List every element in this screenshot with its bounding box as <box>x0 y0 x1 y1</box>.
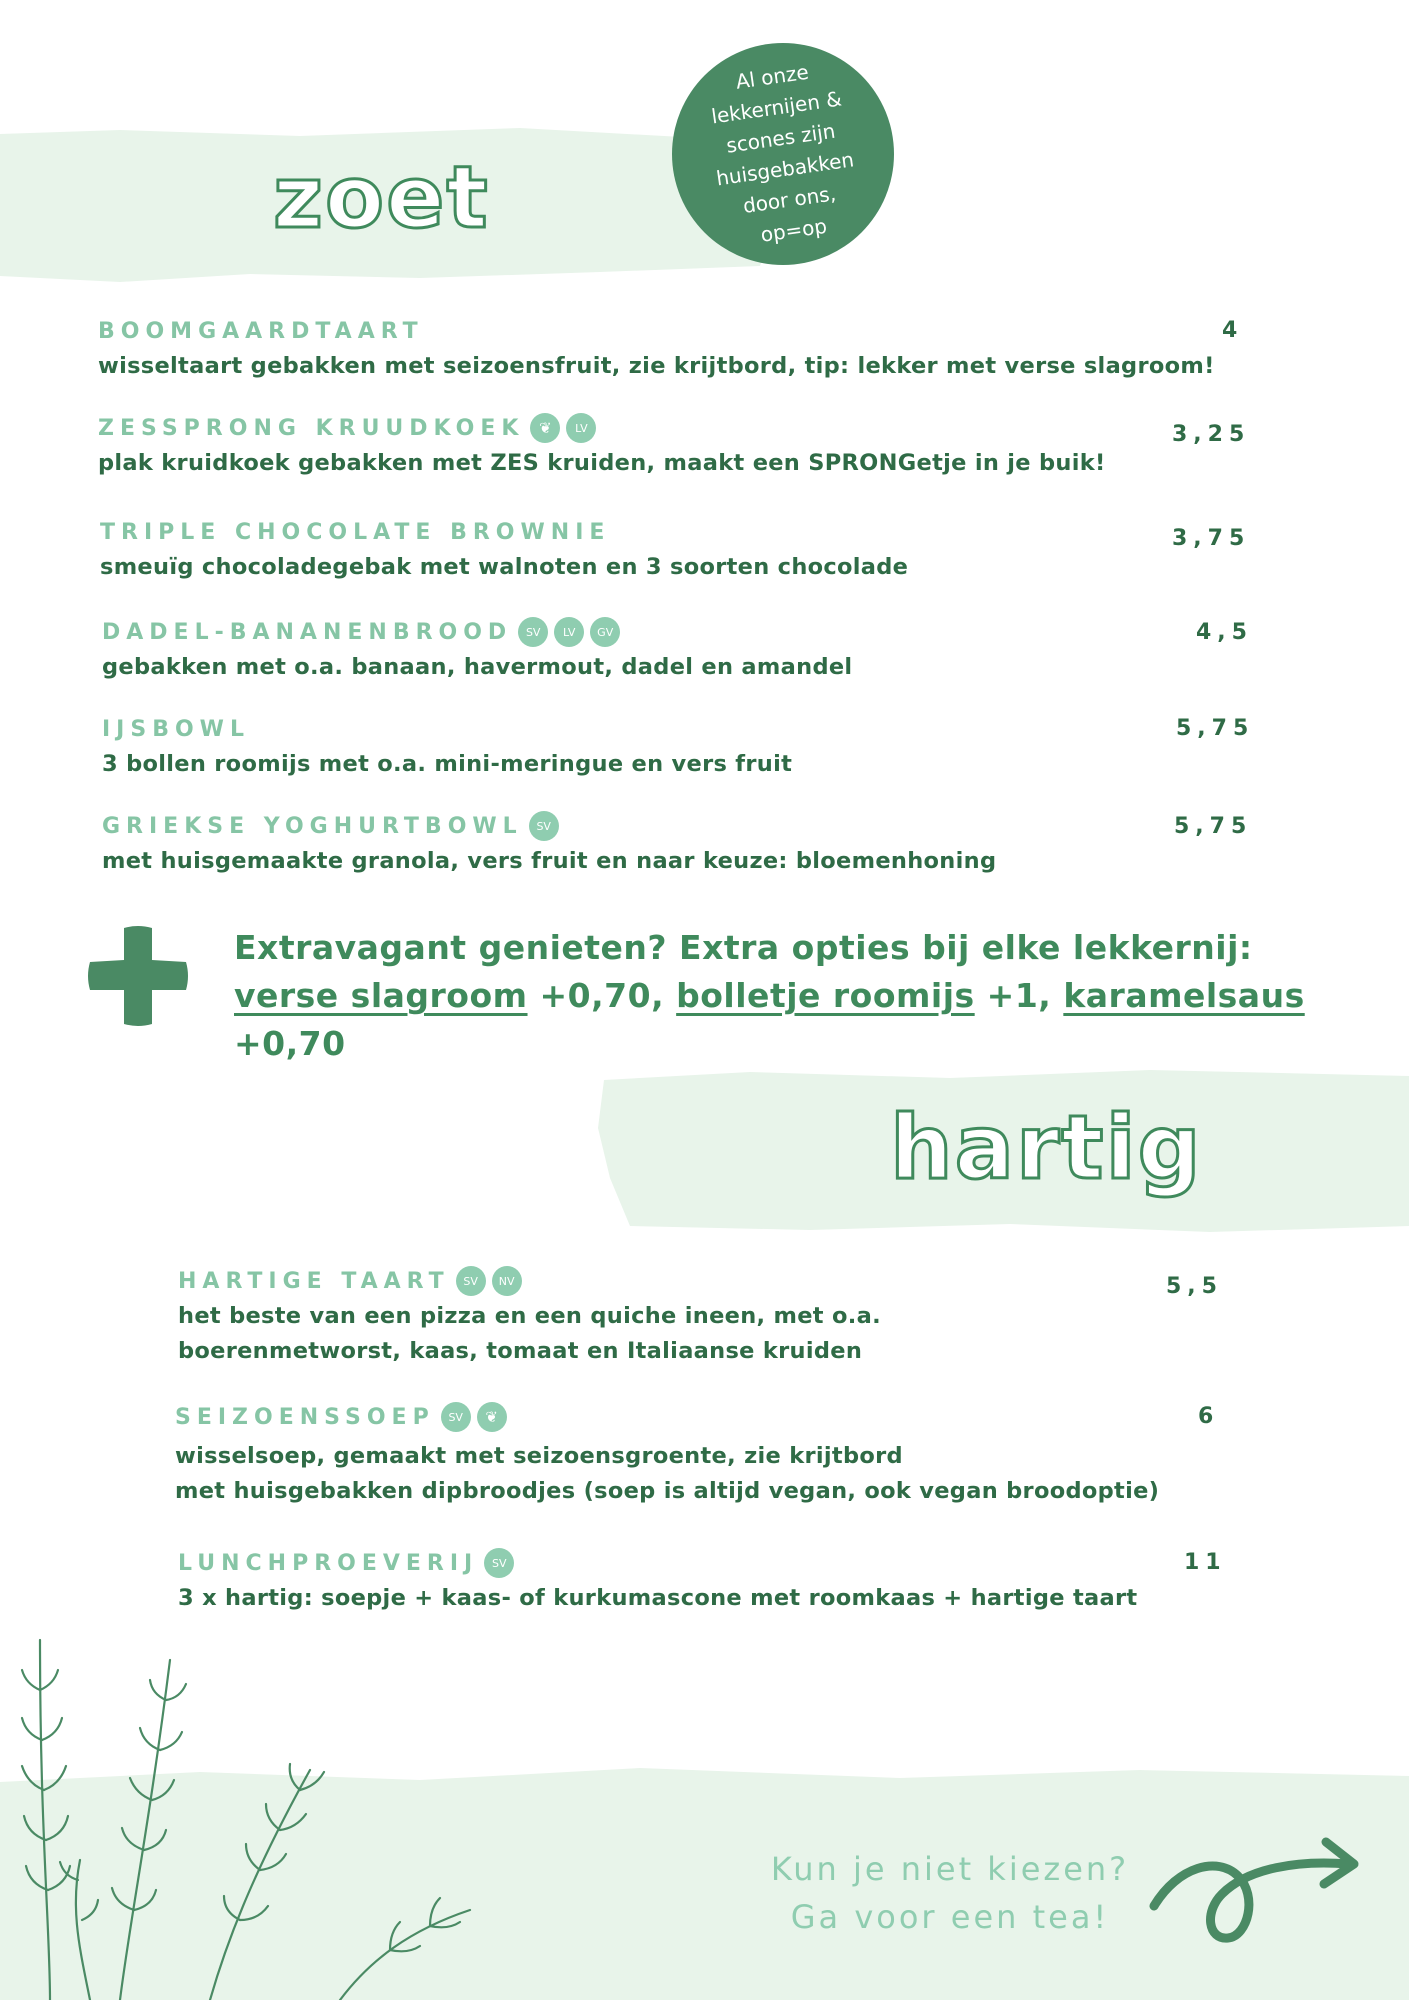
item-tag: SV <box>484 1548 514 1578</box>
item-price: 3,25 <box>1172 422 1251 447</box>
item-description: met huisgemaakte granola, vers fruit en naar keuze: bloemenhoning <box>102 848 997 874</box>
menu-item-ijsbowl <box>102 711 792 782</box>
vegan-leaf-icon: ❦ <box>477 1402 507 1432</box>
item-description: boerenmetworst, kaas, tomaat en Italiaanse kruiden <box>178 1338 863 1364</box>
item-price: 5,5 <box>1166 1274 1223 1299</box>
item-name: SEIZOENSSOEP <box>175 1404 435 1430</box>
item-description: gebakken met o.a. banaan, havermout, dadel en amandel <box>102 654 853 680</box>
item-price: 11 <box>1184 1550 1227 1575</box>
item-price: 4 <box>1222 318 1244 343</box>
extra-option-label: karamelsaus <box>1063 976 1305 1015</box>
item-name: DADEL-BANANENBROOD <box>102 619 513 645</box>
item-description: 3 bollen roomijs met o.a. mini-meringue en vers fruit <box>102 751 793 777</box>
badge-line: door ons, <box>741 181 838 218</box>
menu-item-hartige-taart <box>178 1263 881 1369</box>
item-name: IJSBOWL <box>102 716 250 742</box>
badge-line: scones zijn <box>724 118 837 158</box>
extra-option-price: +0,70 <box>539 976 652 1015</box>
badge-line: lekkernijen & <box>709 86 844 129</box>
item-tag: SV <box>456 1266 486 1296</box>
footer-tea-text <box>760 1845 1140 1941</box>
item-name: LUNCHPROEVERIJ <box>178 1550 479 1576</box>
extra-options-text: Extravagant genieten? Extra opties bij elke lekkernij: verse slagroom +0,70, bolletje roomijs +1, karamelsaus +0,70 <box>234 928 1305 1063</box>
footer-line: Kun je niet kiezen? <box>770 1850 1130 1888</box>
item-name: GRIEKSE YOGHURTBOWL <box>102 813 523 839</box>
extra-option-price: +1 <box>986 976 1039 1015</box>
extra-option-label: bolletje roomijs <box>676 976 975 1015</box>
item-description: het beste van een pizza en een quiche ineen, met o.a. <box>178 1303 881 1329</box>
footer-line: Ga voor een tea! <box>790 1898 1110 1936</box>
item-description: met huisgebakken dipbroodjes (soep is altijd vegan, ook vegan broodoptie) <box>175 1478 1160 1504</box>
extras-intro: Extravagant genieten? Extra opties bij elke lekkernij: <box>234 928 1253 967</box>
item-tag: SV <box>441 1402 471 1432</box>
hartig-title: hartig <box>890 1096 1203 1199</box>
item-tag: LV <box>566 413 596 443</box>
curly-arrow-icon <box>1148 1826 1368 1946</box>
item-description: 3 x hartig: soepje + kaas- of kurkumascone met roomkaas + hartige taart <box>178 1585 1138 1611</box>
plus-icon <box>86 924 190 1028</box>
item-description: wisselsoep, gemaakt met seizoensgroente, zie krijtbord <box>175 1443 903 1469</box>
herb-illustration <box>10 1630 550 2000</box>
item-name: BOOMGAARDTAART <box>98 318 424 344</box>
menu-item-lunchproeverij <box>178 1545 1137 1616</box>
homemade-badge-text <box>686 50 880 258</box>
menu-item-dadel-bananenbrood <box>102 614 852 685</box>
item-price: 4,5 <box>1196 620 1253 645</box>
item-tag: GV <box>590 617 620 647</box>
item-name: TRIPLE CHOCOLATE BROWNIE <box>100 519 611 545</box>
item-price: 3,75 <box>1172 526 1251 551</box>
menu-item-seizoenssoep <box>175 1399 1159 1509</box>
zoet-title: zoet <box>273 148 490 248</box>
badge-line: huisgebakken <box>714 147 856 191</box>
extra-option-label: verse slagroom <box>234 976 528 1015</box>
item-price: 5,75 <box>1176 716 1255 741</box>
item-name: ZESSPRONG KRUUDKOEK <box>98 415 525 441</box>
item-tag: SV <box>518 617 548 647</box>
homemade-badge <box>672 43 894 265</box>
menu-item-boomgaardtaart <box>98 313 1215 384</box>
item-description: smeuïg chocoladegebak met walnoten en 3 soorten chocolade <box>100 554 909 580</box>
item-description: wisseltaart gebakken met seizoensfruit, zie krijtbord, tip: lekker met verse slagroom! <box>98 353 1215 379</box>
badge-line: op=op <box>759 213 829 247</box>
menu-item-triple-chocolate-brownie <box>100 514 908 585</box>
item-tag: NV <box>492 1266 522 1296</box>
item-tag: SV <box>529 811 559 841</box>
vegan-leaf-icon: ❦ <box>530 413 560 443</box>
item-price: 6 <box>1198 1404 1220 1429</box>
menu-item-griekse-yoghurtbowl <box>102 808 996 879</box>
extra-option-price: +0,70 <box>234 1024 346 1063</box>
menu-item-zessprong-kruudkoek <box>98 410 1106 481</box>
badge-line: Al onze <box>734 59 811 94</box>
item-name: HARTIGE TAART <box>178 1268 450 1294</box>
item-price: 5,75 <box>1174 814 1253 839</box>
item-tag: LV <box>554 617 584 647</box>
item-description: plak kruidkoek gebakken met ZES kruiden, maakt een SPRONGetje in je buik! <box>98 450 1106 476</box>
